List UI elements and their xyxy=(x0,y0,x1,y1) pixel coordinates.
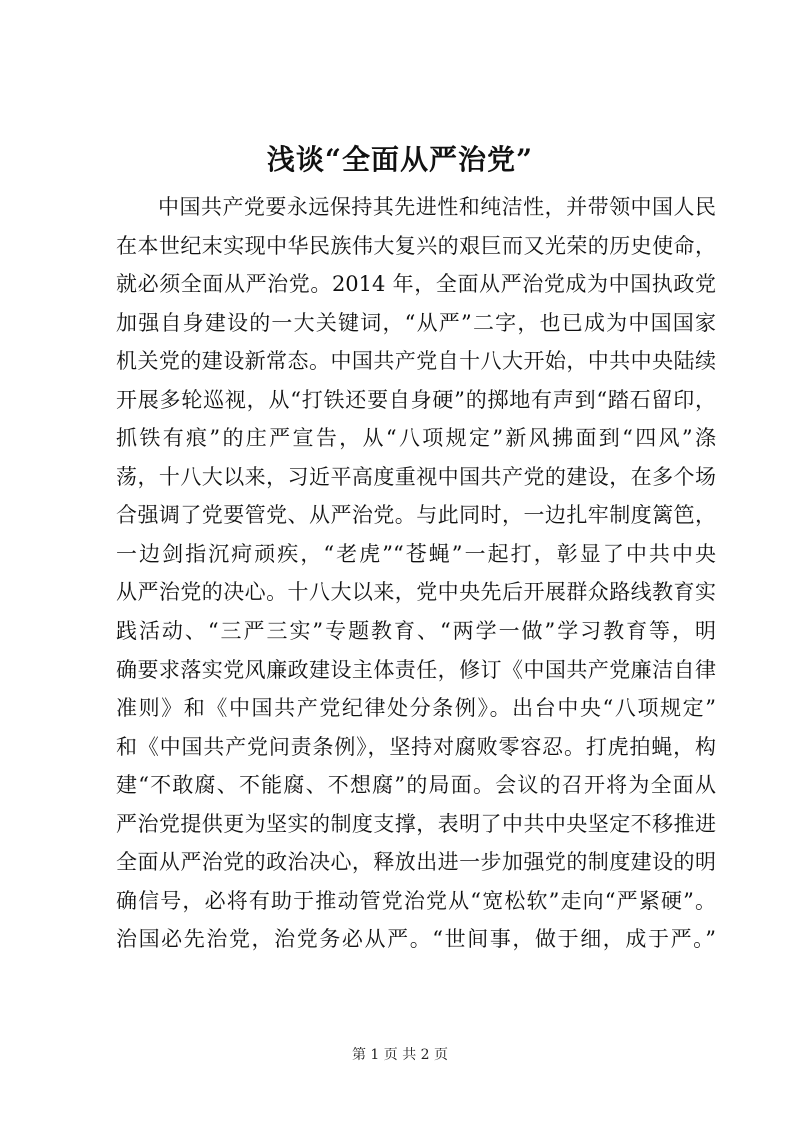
page-footer: 第 1 页 共 2 页 xyxy=(351,1047,449,1063)
body-line: 一边剑指沉疴顽疾，“老虎”“苍蝇”一起打，彰显了中共中央 xyxy=(116,541,716,566)
body-line: 抓铁有痕”的庄严宣告，从“八项规定”新风拂面到“四风”涤 xyxy=(116,426,716,451)
body-line: 就必须全面从严治党。2014 年，全面从严治党成为中国执政党 xyxy=(116,272,716,297)
body-line: 践活动、“三严三实”专题教育、“两学一做”学习教育等，明 xyxy=(116,619,716,644)
body-line: 合强调了党要管党、从严治党。与此同时，一边扎牢制度篱笆， xyxy=(116,503,716,528)
body-line: 机关党的建设新常态。中国共产党自十八大开始，中共中央陆续 xyxy=(116,349,716,374)
body-line: 荡，十八大以来，习近平高度重视中国共产党的建设，在多个场 xyxy=(116,464,716,489)
body-line: 从严治党的决心。十八大以来，党中央先后开展群众路线教育实 xyxy=(116,580,716,605)
body-line: 建“不敢腐、不能腐、不想腐”的局面。会议的召开将为全面从 xyxy=(116,773,716,798)
body-line: 全面从严治党的政治决心，释放出进一步加强党的制度建设的明 xyxy=(116,850,716,875)
body-line: 准则》和《中国共产党纪律处分条例》。出台中央“八项规定” xyxy=(116,696,716,721)
body-line: 确信号，必将有助于推动管党治党从“宽松软”走向“严紧硬”。 xyxy=(116,888,716,913)
body-line: 中国共产党要永远保持其先进性和纯洁性，并带领中国人民 xyxy=(158,195,716,219)
body-line: 在本世纪末实现中华民族伟大复兴的艰巨而又光荣的历史使命， xyxy=(116,233,716,258)
body-line: 和《中国共产党问责条例》，坚持对腐败零容忍。打虎拍蝇，构 xyxy=(116,734,716,759)
body-line: 加强自身建设的一大关键词，“从严”二字，也已成为中国国家 xyxy=(116,310,716,335)
document-body xyxy=(116,188,716,959)
body-line: 开展多轮巡视，从“打铁还要自身硬”的掷地有声到“踏石留印， xyxy=(116,387,716,412)
body-line: 治国必先治党，治党务必从严。“世间事，做于细，成于严。” xyxy=(116,927,716,952)
body-line: 严治党提供更为坚实的制度支撑，表明了中共中央坚定不移推进 xyxy=(116,811,716,836)
body-line: 确要求落实党风廉政建设主体责任，修订《中国共产党廉洁自律 xyxy=(116,657,716,682)
document-title: 浅谈“全面从严治党” xyxy=(266,143,534,176)
